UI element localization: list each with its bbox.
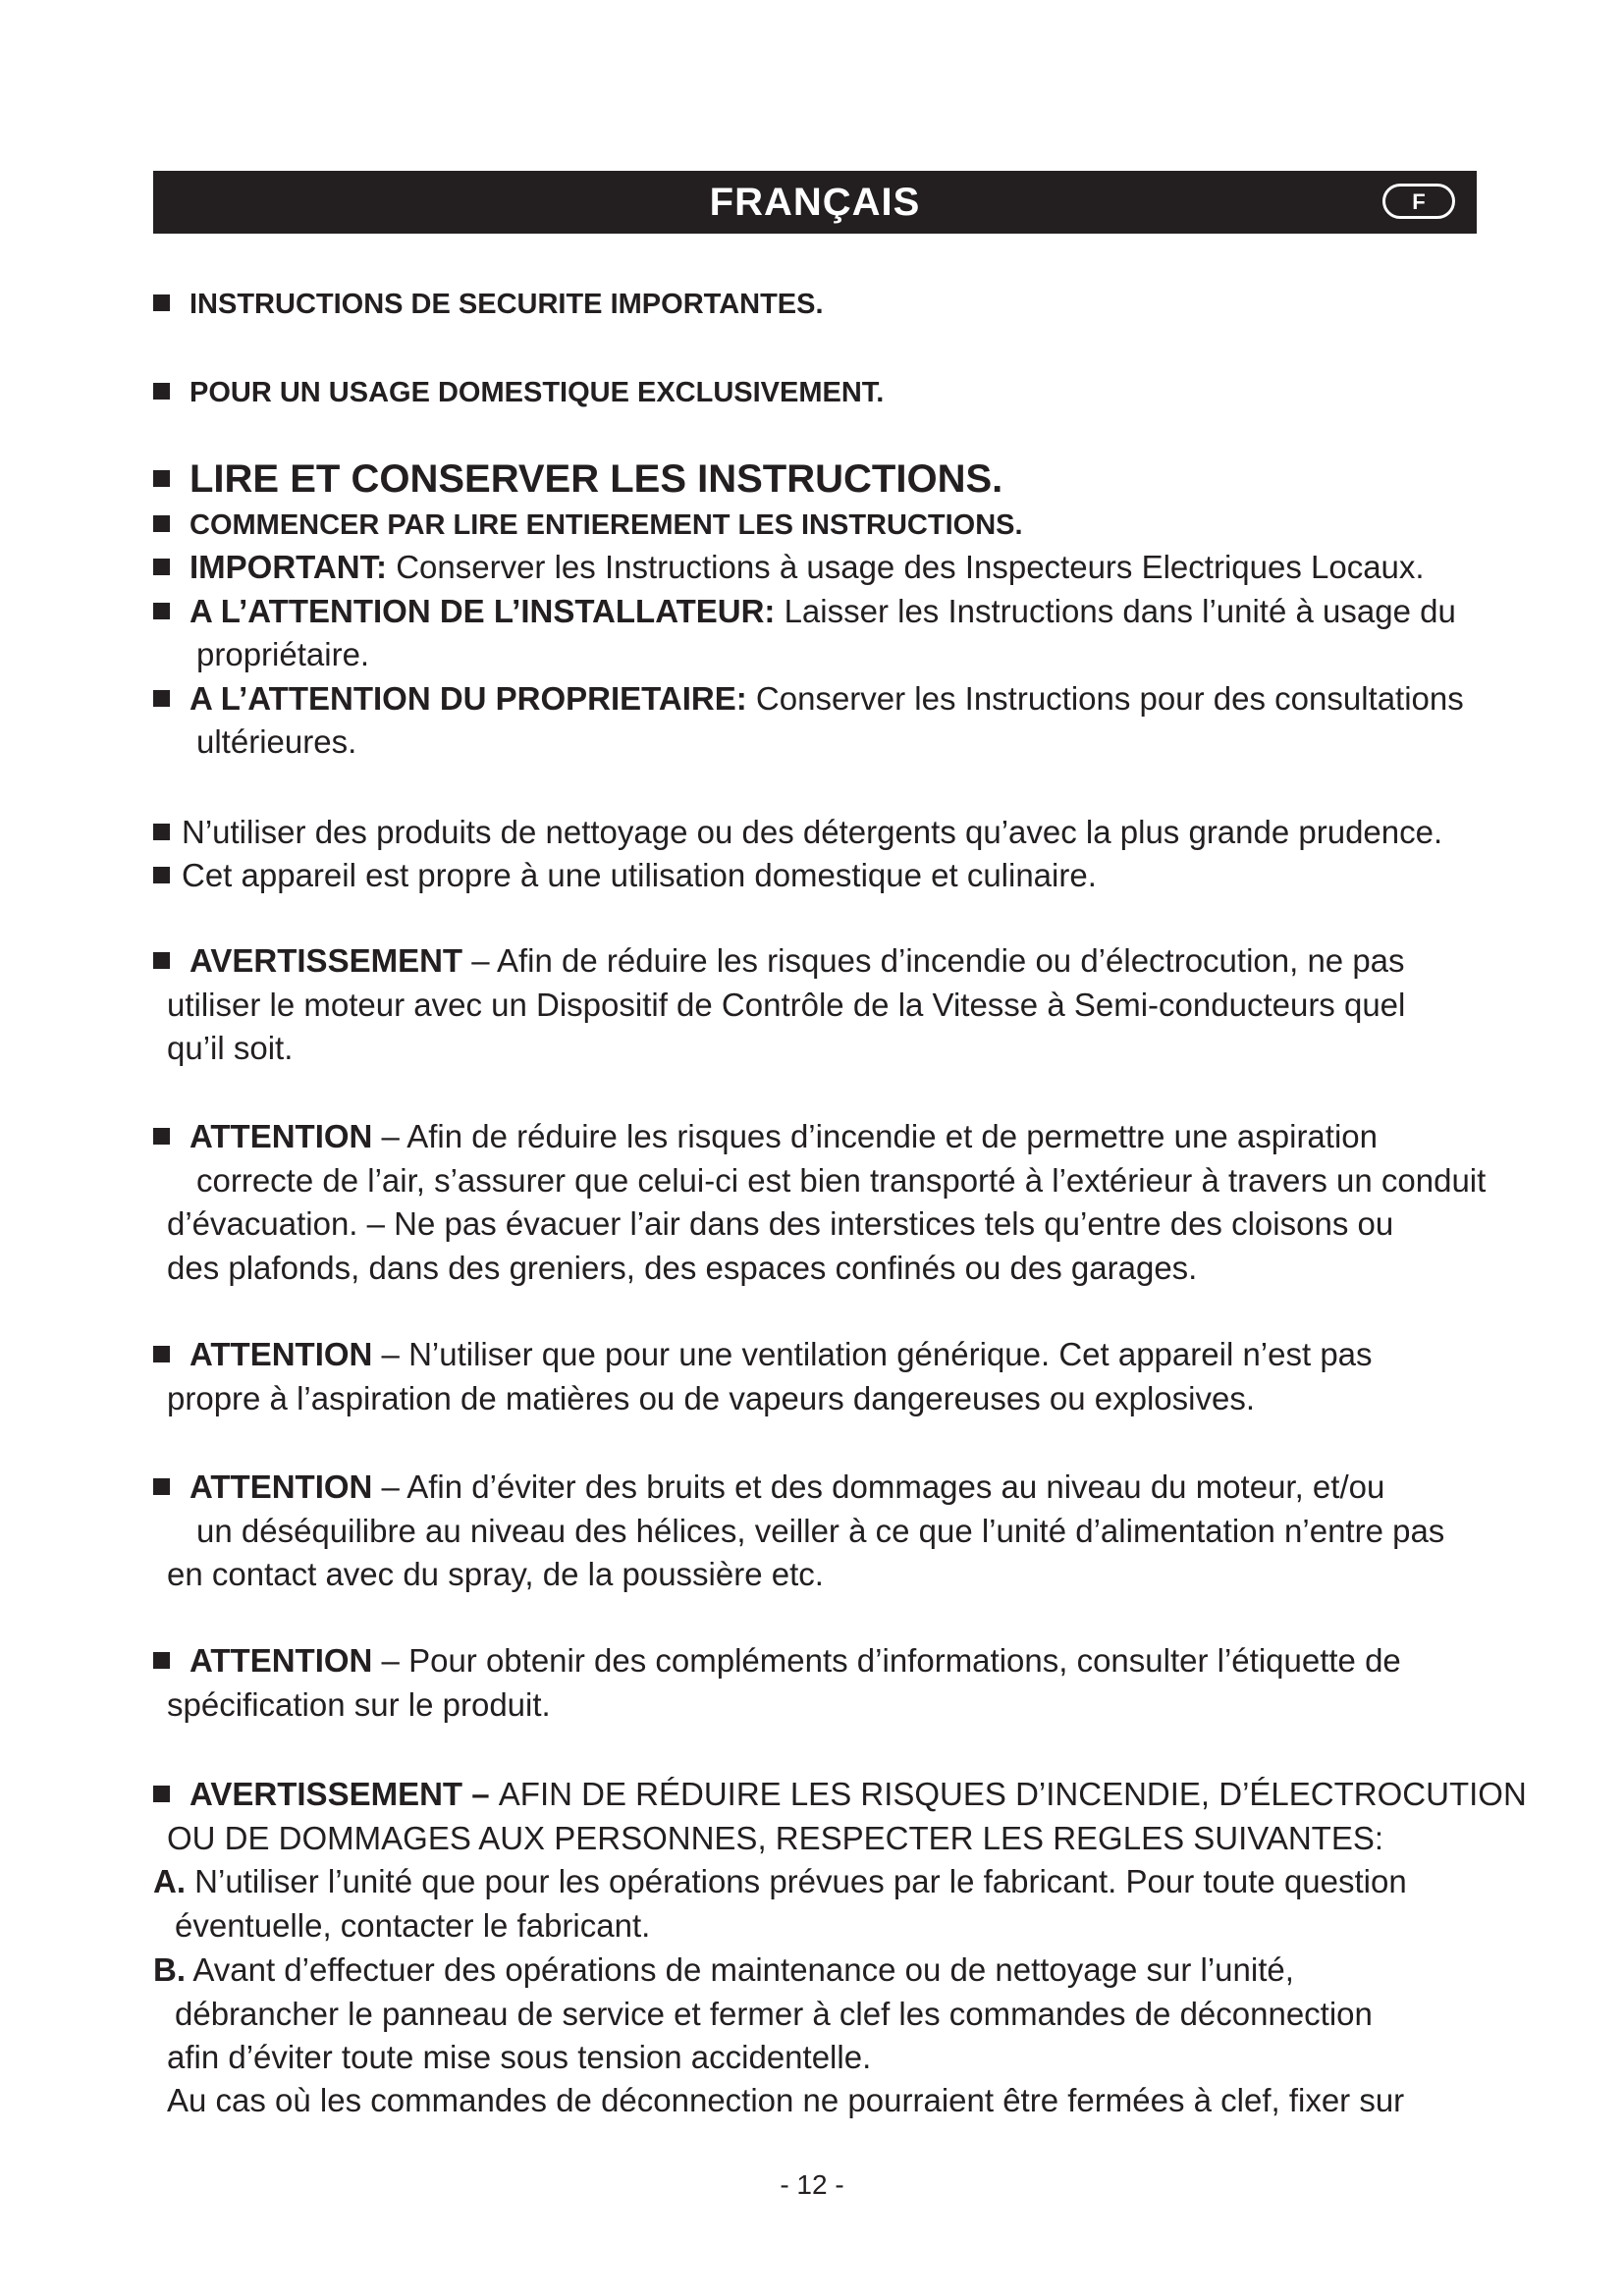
language-badge: F bbox=[1382, 184, 1455, 219]
owner-note: A L’ATTENTION DU PROPRIETAIRE: Conserver les Instructions pour des consultations bbox=[153, 677, 1464, 721]
bullet-square-icon bbox=[153, 1128, 170, 1145]
language-header-bar bbox=[153, 171, 1477, 234]
bullet-square-icon bbox=[153, 559, 170, 575]
rule-b: B. Avant d’effectuer des opérations de maintenance ou de nettoyage sur l’unité, bbox=[153, 1951, 1294, 1988]
safety-heading-4: COMMENCER PAR LIRE ENTIEREMENT LES INSTRUCTIONS. bbox=[153, 504, 1023, 547]
bullet-square-icon bbox=[153, 824, 170, 840]
warning-6-line-2: OU DE DOMMAGES AUX PERSONNES, RESPECTER LES REGLES SUIVANTES: bbox=[167, 1820, 1384, 1856]
installer-note: A L’ATTENTION DE L’INSTALLATEUR: Laisser les Instructions dans l’unité à usage du bbox=[153, 590, 1456, 633]
rule-a-line-2: éventuelle, contacter le fabricant. bbox=[175, 1907, 651, 1944]
warning-4-line-3: en contact avec du spray, de la poussière etc. bbox=[167, 1556, 824, 1592]
important-note: IMPORTANT: Conserver les Instructions à usage des Inspecteurs Electriques Locaux. bbox=[153, 546, 1425, 589]
warning-1: AVERTISSEMENT – Afin de réduire les risques d’incendie ou d’électrocution, ne pas bbox=[153, 939, 1405, 983]
bullet-square-icon bbox=[153, 603, 170, 619]
safety-heading-1: INSTRUCTIONS DE SECURITE IMPORTANTES. bbox=[153, 283, 824, 326]
bullet-square-icon bbox=[153, 867, 170, 883]
warning-6: AVERTISSEMENT – AFIN DE RÉDUIRE LES RISQUES D’INCENDIE, D’ÉLECTROCUTION bbox=[153, 1773, 1527, 1816]
bullet-square-icon bbox=[153, 1478, 170, 1495]
safety-heading-2: POUR UN USAGE DOMESTIQUE EXCLUSIVEMENT. bbox=[153, 371, 884, 414]
bullet-square-icon bbox=[153, 1786, 170, 1802]
warning-4: ATTENTION – Afin d’éviter des bruits et des dommages au niveau du moteur, et/ou bbox=[153, 1466, 1384, 1509]
warning-2-line-2: correcte de l’air, s’assurer que celui-ci est bien transporté à l’extérieur à travers un conduit bbox=[196, 1162, 1487, 1199]
warning-2-line-3: d’évacuation. – Ne pas évacuer l’air dans des interstices tels qu’entre des cloisons ou bbox=[167, 1205, 1394, 1242]
bullet-square-icon bbox=[153, 690, 170, 707]
owner-note-cont: ultérieures. bbox=[196, 723, 357, 760]
general-line-2: Cet appareil est propre à une utilisation domestique et culinaire. bbox=[153, 854, 1097, 897]
bullet-square-icon bbox=[153, 383, 170, 400]
rule-b-line-2: débrancher le panneau de service et fermer à clef les commandes de déconnection bbox=[175, 1996, 1373, 2032]
warning-5-line-2: spécification sur le produit. bbox=[167, 1686, 551, 1723]
installer-note-cont: propriétaire. bbox=[196, 636, 370, 672]
safety-heading-3: LIRE ET CONSERVER LES INSTRUCTIONS. bbox=[153, 452, 1002, 507]
warning-3-line-2: propre à l’aspiration de matières ou de vapeurs dangereuses ou explosives. bbox=[167, 1380, 1255, 1416]
rule-b-line-3: afin d’éviter toute mise sous tension accidentelle. bbox=[167, 2039, 872, 2075]
rule-a: A. N’utiliser l’unité que pour les opérations prévues par le fabricant. Pour toute question bbox=[153, 1863, 1407, 1899]
warning-2: ATTENTION – Afin de réduire les risques d’incendie et de permettre une aspiration bbox=[153, 1115, 1378, 1158]
rule-b-line-4: Au cas où les commandes de déconnection ne pourraient être fermées à clef, fixer sur bbox=[167, 2082, 1405, 2118]
bullet-square-icon bbox=[153, 515, 170, 532]
warning-1-line-3: qu’il soit. bbox=[167, 1030, 294, 1066]
bullet-square-icon bbox=[153, 294, 170, 311]
bullet-square-icon bbox=[153, 470, 170, 487]
language-title: FRANÇAIS bbox=[709, 181, 921, 224]
warning-5: ATTENTION – Pour obtenir des compléments d’informations, consulter l’étiquette de bbox=[153, 1639, 1401, 1682]
page-number: - 12 - bbox=[780, 2169, 844, 2200]
warning-2-line-4: des plafonds, dans des greniers, des espaces confinés ou des garages. bbox=[167, 1250, 1198, 1286]
bullet-square-icon bbox=[153, 952, 170, 969]
warning-1-line-2: utiliser le moteur avec un Dispositif de Contrôle de la Vitesse à Semi-conducteurs quel bbox=[167, 987, 1406, 1023]
bullet-square-icon bbox=[153, 1346, 170, 1362]
warning-4-line-2: un déséquilibre au niveau des hélices, veiller à ce que l’unité d’alimentation n’entre pas bbox=[196, 1513, 1445, 1549]
warning-3: ATTENTION – N’utiliser que pour une ventilation générique. Cet appareil n’est pas bbox=[153, 1333, 1373, 1376]
bullet-square-icon bbox=[153, 1652, 170, 1669]
general-line-1: N’utiliser des produits de nettoyage ou des détergents qu’avec la plus grande prudence. bbox=[153, 811, 1442, 854]
